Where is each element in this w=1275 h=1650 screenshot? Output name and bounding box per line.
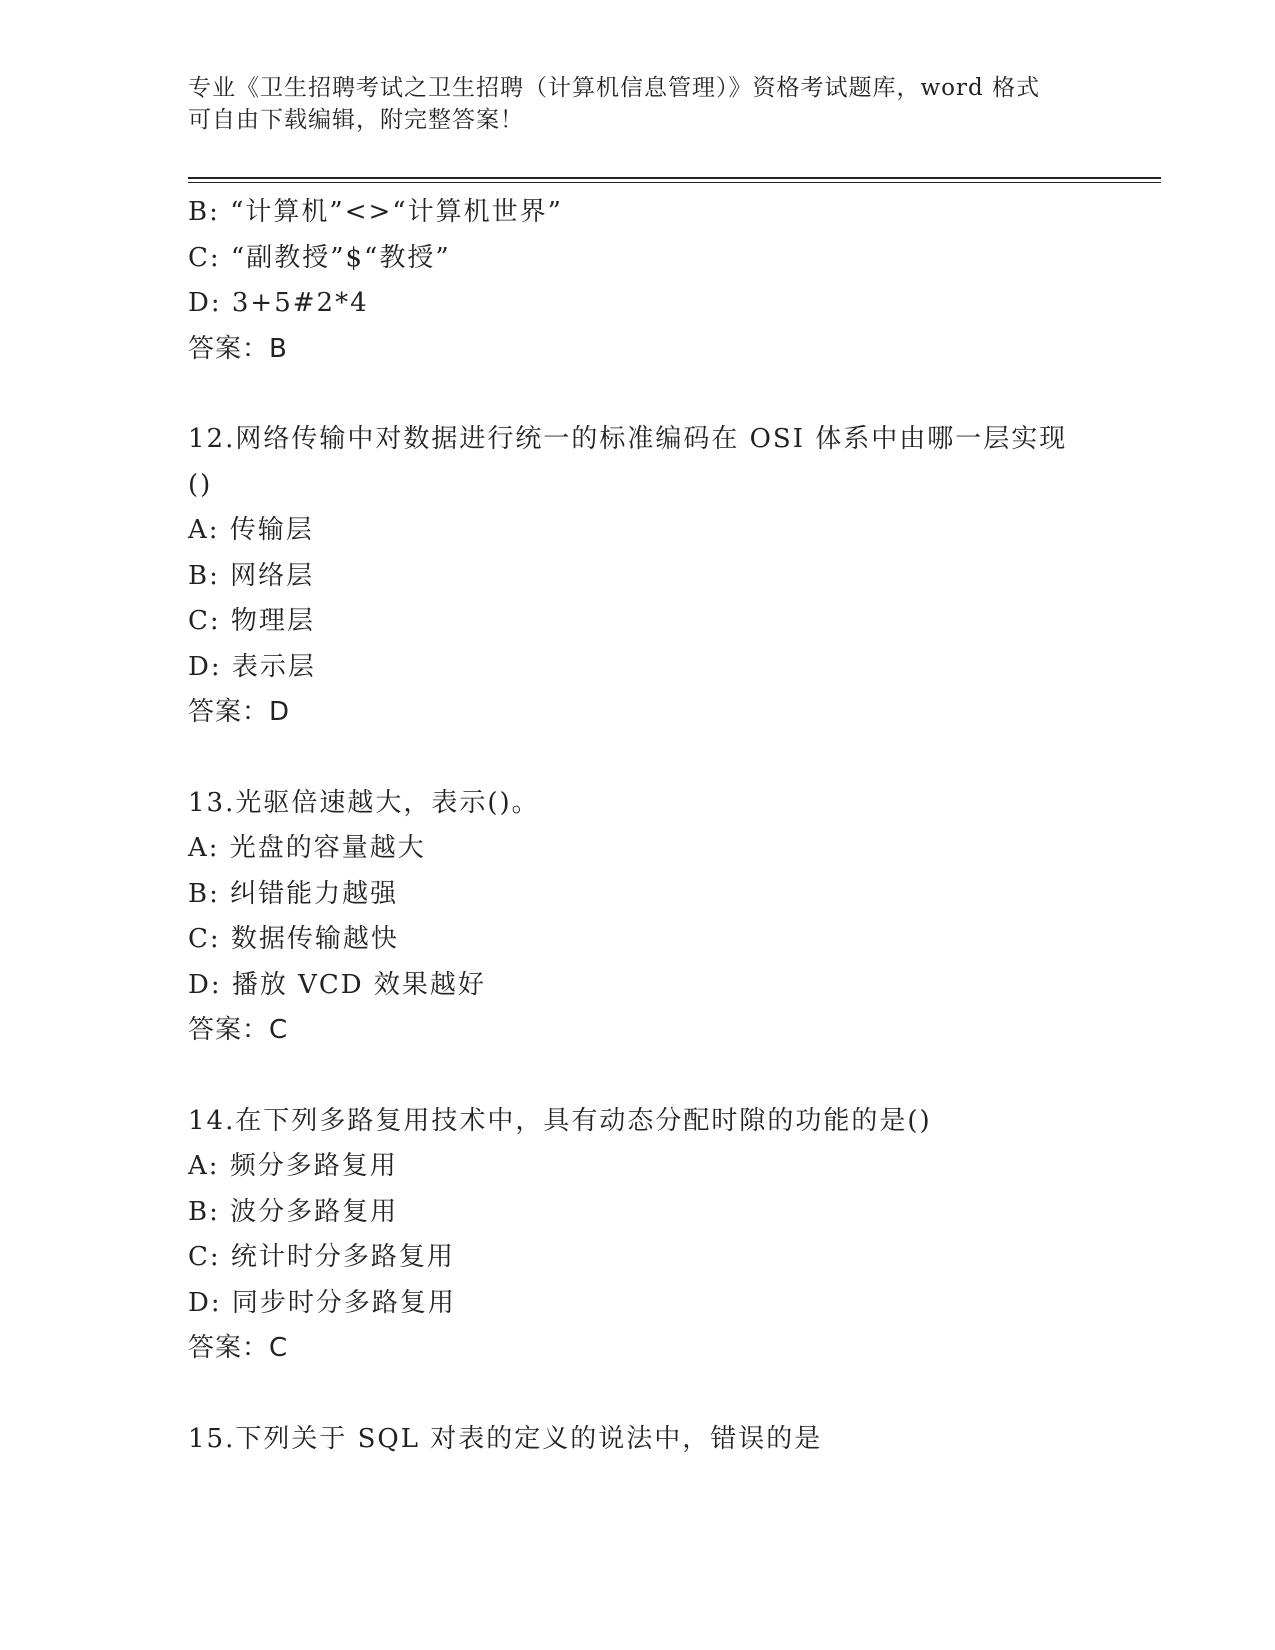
answer: 答案：C: [188, 1015, 289, 1045]
question-stem: 12.网络传输中对数据进行统一的标准编码在 OSI 体系中由哪一层实现: [188, 424, 1068, 454]
answer: 答案：C: [188, 1333, 289, 1363]
option-d: D: 表示层: [188, 651, 316, 682]
option-a: A: 光盘的容量越大: [188, 833, 426, 863]
header-line-2: 可自由下载编辑，附完整答案！: [188, 107, 524, 133]
option-d: D: 3+5#2*4: [188, 288, 369, 318]
option-c: C: 统计时分多路复用: [188, 1242, 455, 1272]
option-c: C: “副教授”$“教授”: [188, 242, 451, 273]
option-d: D: 同步时分多路复用: [188, 1287, 456, 1318]
option-b: B: 波分多路复用: [188, 1196, 399, 1227]
question-stem: 15.下列关于 SQL 对表的定义的说法中，错误的是: [188, 1423, 823, 1454]
option-a: A: 频分多路复用: [188, 1151, 398, 1181]
question-12: [188, 417, 1088, 736]
question-stem: 13.光驱倍速越大，表示()。: [188, 787, 540, 818]
option-b: B: 网络层: [188, 560, 315, 591]
question-list: [188, 190, 1088, 1462]
document-header: [188, 72, 1068, 136]
option-b: B: 纠错能力越强: [188, 878, 399, 909]
question-11-tail: [188, 190, 1088, 372]
question-14: [188, 1099, 1088, 1372]
header-line-1: 专业《卫生招聘考试之卫生招聘（计算机信息管理）》资格考试题库，word 格式: [188, 75, 1041, 101]
question-stem-cont: (): [188, 469, 213, 500]
question-stem: 14.在下列多路复用技术中，具有动态分配时隙的功能的是(): [188, 1105, 932, 1136]
question-13: [188, 781, 1088, 1054]
option-d: D: 播放 VCD 效果越好: [188, 969, 486, 1000]
header-divider-thin: [188, 182, 1161, 183]
option-a: A: 传输层: [188, 515, 314, 545]
header-divider-thick: [188, 177, 1161, 179]
option-b: B: “计算机”<>“计算机世界”: [188, 197, 563, 227]
option-c: C: 数据传输越快: [188, 924, 399, 954]
option-c: C: 物理层: [188, 606, 315, 636]
answer: 答案：B: [188, 333, 288, 364]
answer: 答案：D: [188, 697, 291, 727]
question-15: [188, 1417, 1088, 1463]
